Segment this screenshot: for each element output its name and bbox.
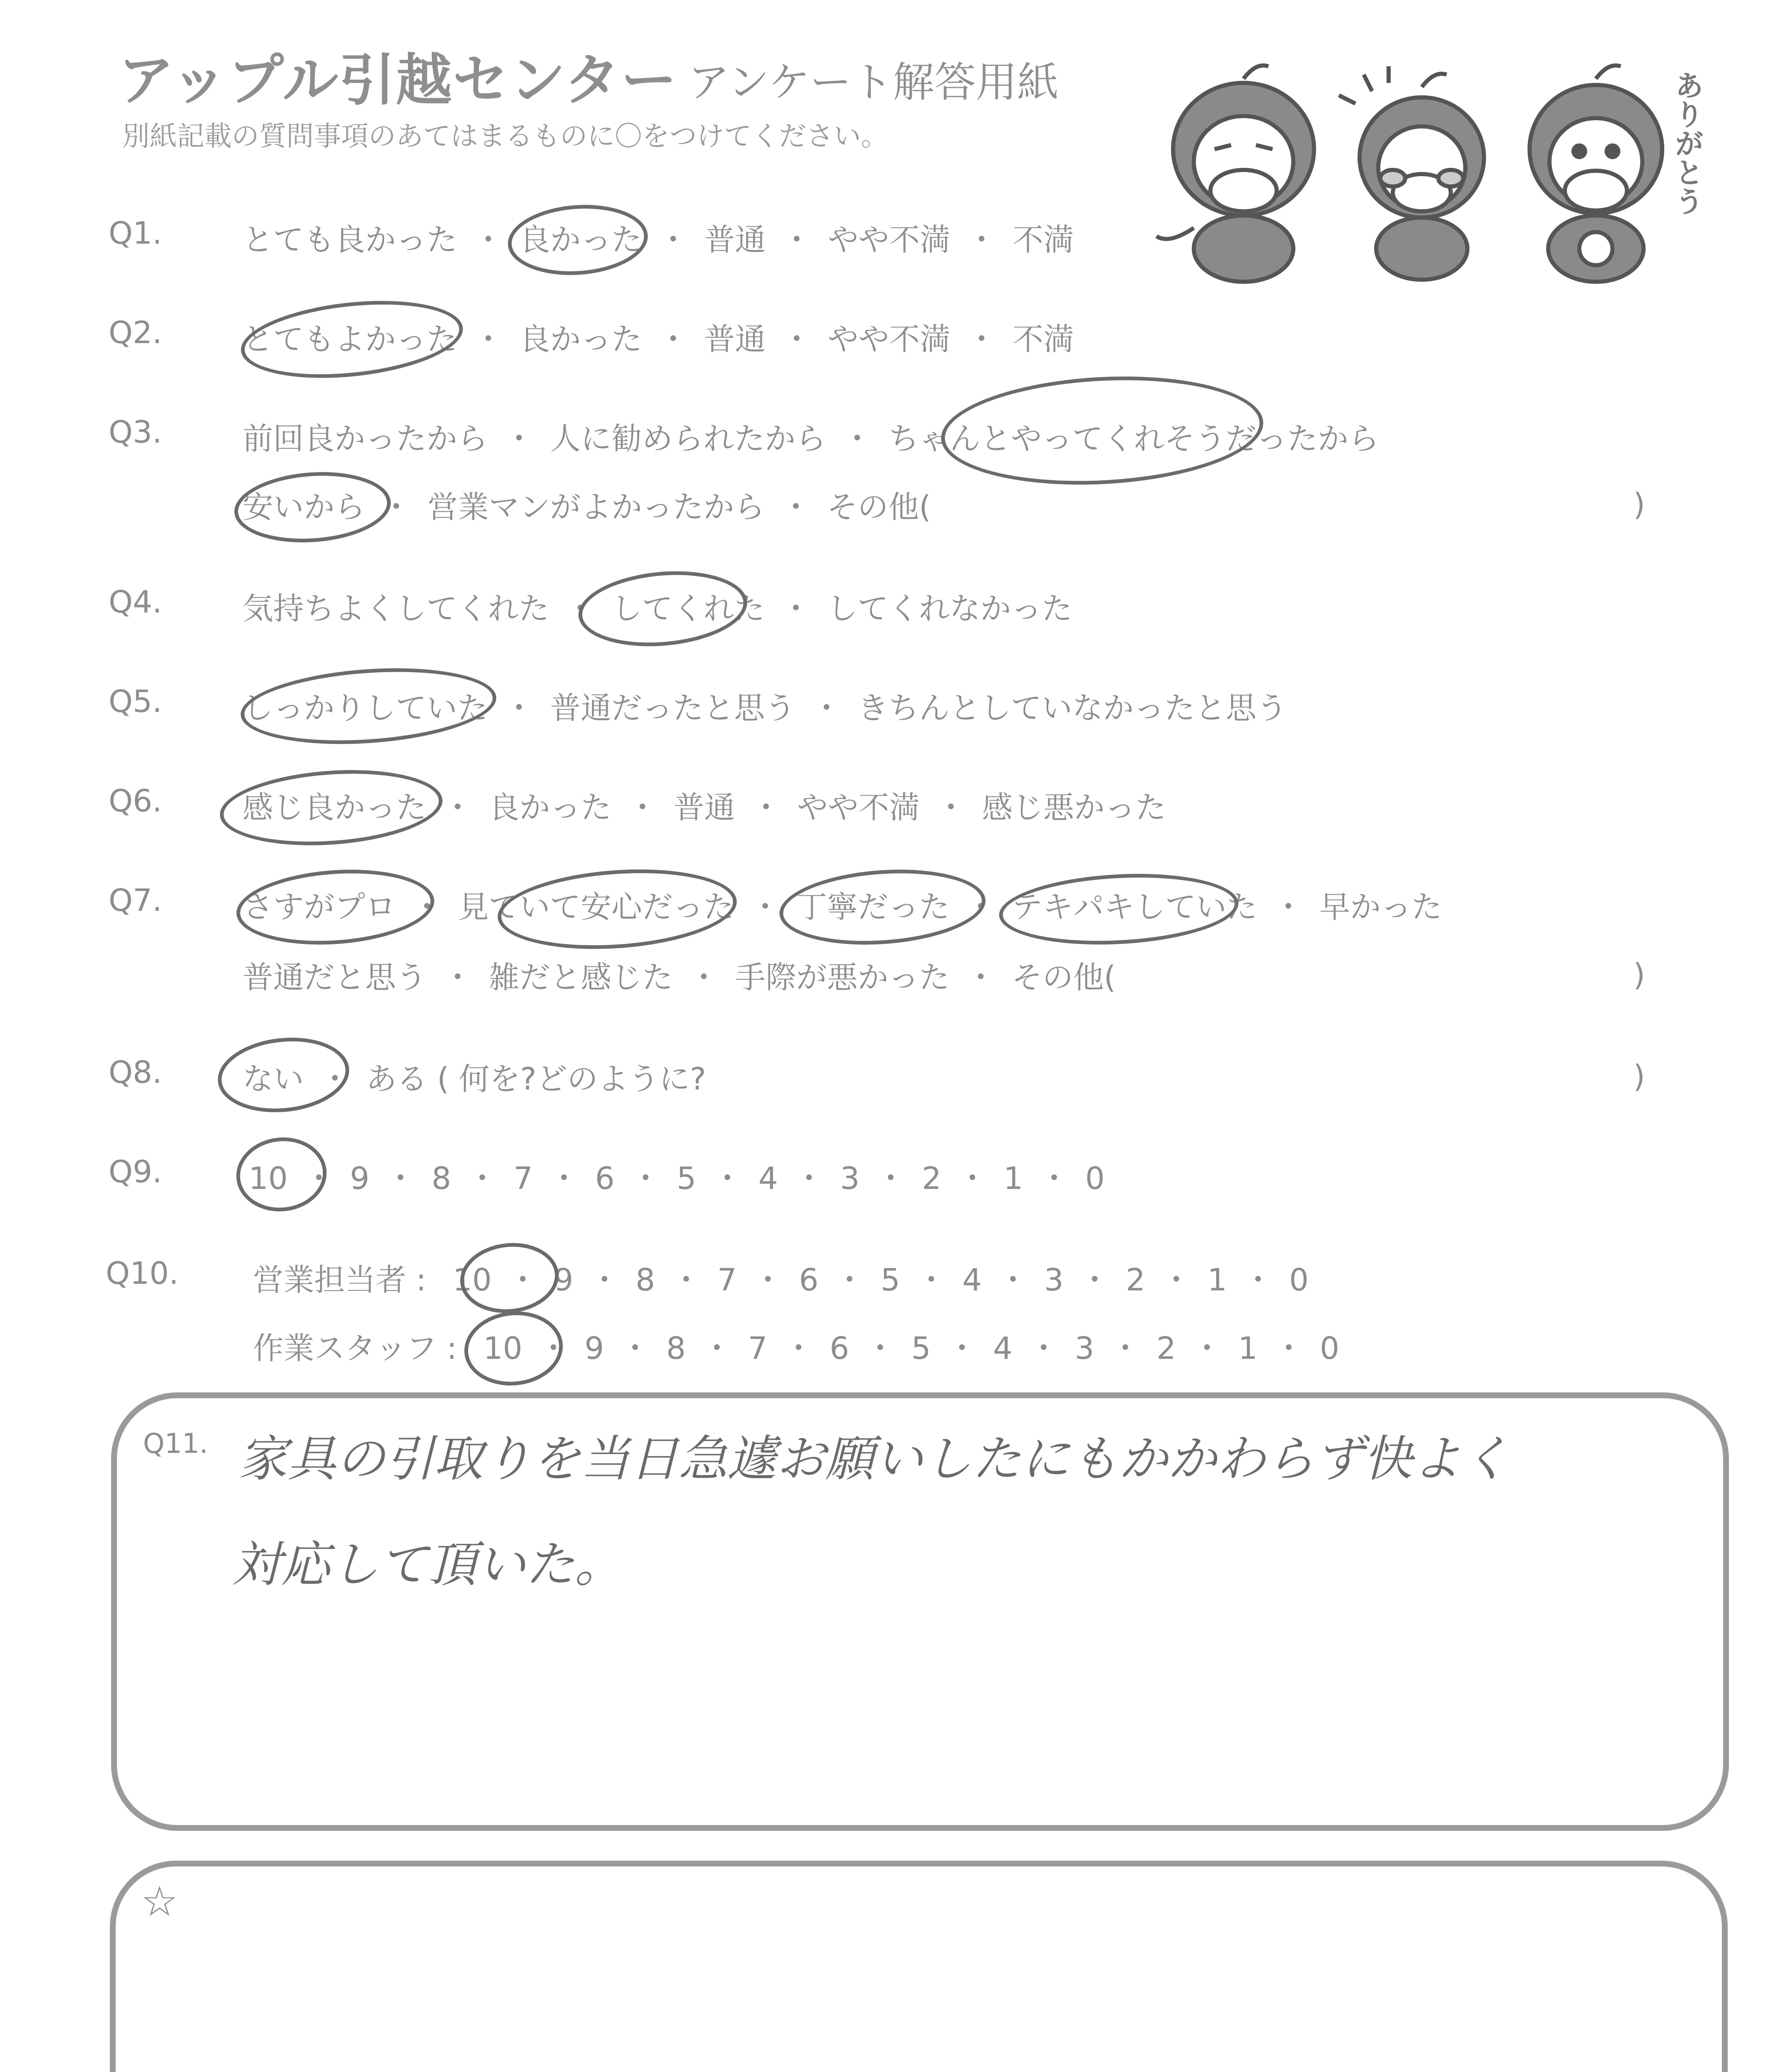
option[interactable]: ない: [242, 1061, 304, 1097]
option[interactable]: とてもよかった: [242, 322, 457, 357]
close-paren: ): [1633, 487, 1645, 523]
close-paren: ): [1633, 957, 1645, 993]
score-option[interactable]: 2: [921, 1161, 941, 1196]
option[interactable]: 感じ悪かった: [982, 790, 1166, 825]
score-option[interactable]: 7: [748, 1331, 768, 1366]
selection-circle: [232, 467, 393, 547]
option[interactable]: 前回良かったから: [242, 421, 488, 457]
option[interactable]: 安いから: [242, 489, 365, 525]
score-option[interactable]: 4: [758, 1161, 778, 1196]
option[interactable]: 手際が悪かった: [735, 960, 950, 995]
option[interactable]: 感じ良かった: [242, 790, 427, 825]
score-option[interactable]: 5: [880, 1262, 900, 1298]
selection-circle: [938, 369, 1266, 492]
star-icon: ☆: [141, 1877, 178, 1926]
selection-circle: [238, 661, 499, 752]
answer-options: 前回良かったから ・ 人に勧められたから ・ ちゃんとやってくれそうだったから: [242, 421, 1379, 457]
option[interactable]: してくれた: [611, 591, 765, 627]
sales-score-row: 営業担当者 : 10 ・ 9 ・ 8 ・ 7 ・ 6 ・ 5 ・ 4 ・ 3 ・ 2 ・ 1 ・ 0: [253, 1262, 1309, 1298]
option[interactable]: しっかりしていた: [242, 690, 488, 726]
answer-options: 感じ良かった ・ 良かった ・ 普通 ・ やや不満 ・ 感じ悪かった: [242, 790, 1166, 825]
score-option[interactable]: 0: [1085, 1161, 1105, 1196]
score-option[interactable]: 6: [829, 1331, 849, 1366]
question-number: Q1.: [109, 215, 162, 251]
answer-options: とてもよかった ・ 良かった ・ 普通 ・ やや不満 ・ 不満: [242, 322, 1074, 357]
answer-options: 安いから ・ 営業マンがよかったから ・ その他(: [242, 489, 931, 525]
monkey-mascot-illustration: [1140, 54, 1741, 286]
question-number: Q11.: [143, 1428, 208, 1460]
option[interactable]: さすがプロ: [242, 889, 396, 925]
selection-circle: [575, 565, 750, 653]
option[interactable]: 丁寧だった: [796, 889, 950, 925]
q11-answer-line: 家具の引取りを当日急遽お願いしたにもかかわらず快よく: [238, 1430, 1510, 1487]
answer-options: さすがプロ ・ 見ていて安心だった ・ 丁寧だった ・ テキパキしていた ・ 早かった: [242, 889, 1442, 925]
option[interactable]: やや不満: [828, 222, 950, 258]
option[interactable]: 普通: [704, 322, 766, 357]
option[interactable]: とても良かった: [242, 222, 457, 258]
sales-staff-label: 営業担当者 :: [253, 1262, 427, 1298]
selection-circle: [495, 862, 739, 956]
score-option[interactable]: 5: [911, 1331, 931, 1366]
question-number: Q3.: [109, 414, 162, 450]
score-option[interactable]: 3: [1074, 1331, 1094, 1366]
selection-circle: [461, 1307, 566, 1390]
option[interactable]: その他(: [827, 489, 931, 525]
option[interactable]: ちゃんとやってくれそうだったから: [888, 421, 1379, 457]
answer-options: 普通だと思う ・ 雑だと感じた ・ 手際が悪かった ・ その他(: [242, 960, 1116, 995]
staff-score-row: 作業スタッフ : 10 ・ 9 ・ 8 ・ 7 ・ 6 ・ 5 ・ 4 ・ 3 ・ 2 ・ 1 ・ 0: [253, 1331, 1340, 1366]
selection-circle: [777, 863, 988, 951]
score-option[interactable]: 3: [1044, 1262, 1064, 1298]
close-paren: ): [1633, 1059, 1645, 1094]
score-option[interactable]: 3: [840, 1161, 860, 1196]
answer-options: ない ・ ある ( 何を?どのように?: [242, 1061, 706, 1097]
score-scale: 10 ・ 9 ・ 8 ・ 7 ・ 6 ・ 5 ・ 4 ・ 3 ・ 2 ・ 1 ・ 0: [249, 1161, 1105, 1196]
score-option[interactable]: 1: [1003, 1161, 1023, 1196]
question-number: Q9.: [109, 1154, 162, 1190]
option[interactable]: してくれなかった: [827, 591, 1072, 627]
option[interactable]: 雑だと感じた: [489, 960, 673, 995]
thanks-text: ありがとう: [1670, 70, 1704, 215]
option[interactable]: 不満: [1013, 222, 1074, 258]
score-option[interactable]: 9: [554, 1262, 574, 1298]
option[interactable]: 営業マンがよかったから: [427, 489, 765, 525]
score-option[interactable]: 2: [1156, 1331, 1176, 1366]
question-number: Q7.: [109, 883, 162, 918]
selection-circle: [217, 763, 445, 852]
question-number: Q8.: [109, 1055, 162, 1090]
selection-circle: [233, 1133, 330, 1216]
option[interactable]: 良かった: [519, 322, 642, 357]
selection-circle: [237, 291, 467, 387]
score-option[interactable]: 0: [1289, 1262, 1309, 1298]
instruction-text: 別紙記載の質問事項のあてはまるものに〇をつけてください。: [122, 120, 888, 152]
option[interactable]: 普通だったと思う: [550, 690, 795, 726]
option[interactable]: 人に勧められたから: [550, 421, 826, 457]
answer-options: 気持ちよくしてくれた ・ してくれた ・ してくれなかった: [242, 591, 1072, 627]
option[interactable]: きちんとしていなかったと思う: [858, 690, 1287, 726]
question-number: Q10.: [106, 1256, 179, 1291]
selection-circle: [234, 864, 436, 951]
question-number: Q5.: [109, 684, 162, 719]
question-number: Q6.: [109, 783, 162, 819]
score-option[interactable]: 4: [993, 1331, 1013, 1366]
option[interactable]: テキパキしていた: [1012, 889, 1257, 925]
survey-subtitle: アンケート解答用紙: [688, 58, 1059, 107]
survey-title: アップル引越センター: [118, 48, 678, 113]
option[interactable]: やや不満: [828, 322, 950, 357]
option[interactable]: 見ていて安心だった: [458, 889, 734, 925]
option[interactable]: 不満: [1013, 322, 1074, 357]
option[interactable]: ある ( 何を?どのように?: [366, 1061, 706, 1097]
answer-options: とても良かった ・ 良かった ・ 普通 ・ やや不満 ・ 不満: [242, 222, 1074, 258]
option[interactable]: 良かった: [489, 790, 611, 825]
score-option[interactable]: 1: [1238, 1331, 1258, 1366]
question-number: Q2.: [109, 315, 162, 351]
score-option[interactable]: 6: [595, 1161, 615, 1196]
score-option[interactable]: 10: [453, 1262, 492, 1298]
option[interactable]: 気持ちよくしてくれた: [242, 591, 549, 627]
question-number: Q4.: [109, 584, 162, 620]
score-option[interactable]: 5: [676, 1161, 696, 1196]
score-option[interactable]: 1: [1207, 1262, 1227, 1298]
option[interactable]: 普通だと思う: [242, 960, 427, 995]
score-option[interactable]: 9: [350, 1161, 370, 1196]
option[interactable]: やや不満: [797, 790, 920, 825]
option[interactable]: 普通: [704, 222, 766, 258]
score-option[interactable]: 8: [635, 1262, 655, 1298]
selection-circle: [506, 200, 650, 279]
score-option[interactable]: 10: [249, 1161, 288, 1196]
score-option[interactable]: 6: [799, 1262, 819, 1298]
score-option[interactable]: 0: [1320, 1331, 1340, 1366]
selection-circle: [457, 1238, 562, 1318]
option[interactable]: 良かった: [519, 222, 642, 258]
option[interactable]: 早かった: [1319, 889, 1442, 925]
selection-circle: [214, 1031, 353, 1118]
score-option[interactable]: 4: [962, 1262, 982, 1298]
selection-circle: [997, 868, 1240, 950]
score-option[interactable]: 7: [717, 1262, 737, 1298]
answer-options: しっかりしていた ・ 普通だったと思う ・ きちんとしていなかったと思う: [242, 690, 1287, 726]
q11-answer-line: 対応して頂いた。: [232, 1536, 624, 1593]
score-option[interactable]: 9: [584, 1331, 604, 1366]
score-option[interactable]: 10: [483, 1331, 523, 1366]
free-comment-box[interactable]: [110, 1861, 1728, 2072]
score-option[interactable]: 8: [666, 1331, 686, 1366]
score-option[interactable]: 7: [513, 1161, 533, 1196]
work-staff-label: 作業スタッフ :: [253, 1331, 457, 1366]
option[interactable]: その他(: [1012, 960, 1116, 995]
score-option[interactable]: 2: [1125, 1262, 1145, 1298]
option[interactable]: 普通: [674, 790, 735, 825]
score-option[interactable]: 8: [432, 1161, 451, 1196]
